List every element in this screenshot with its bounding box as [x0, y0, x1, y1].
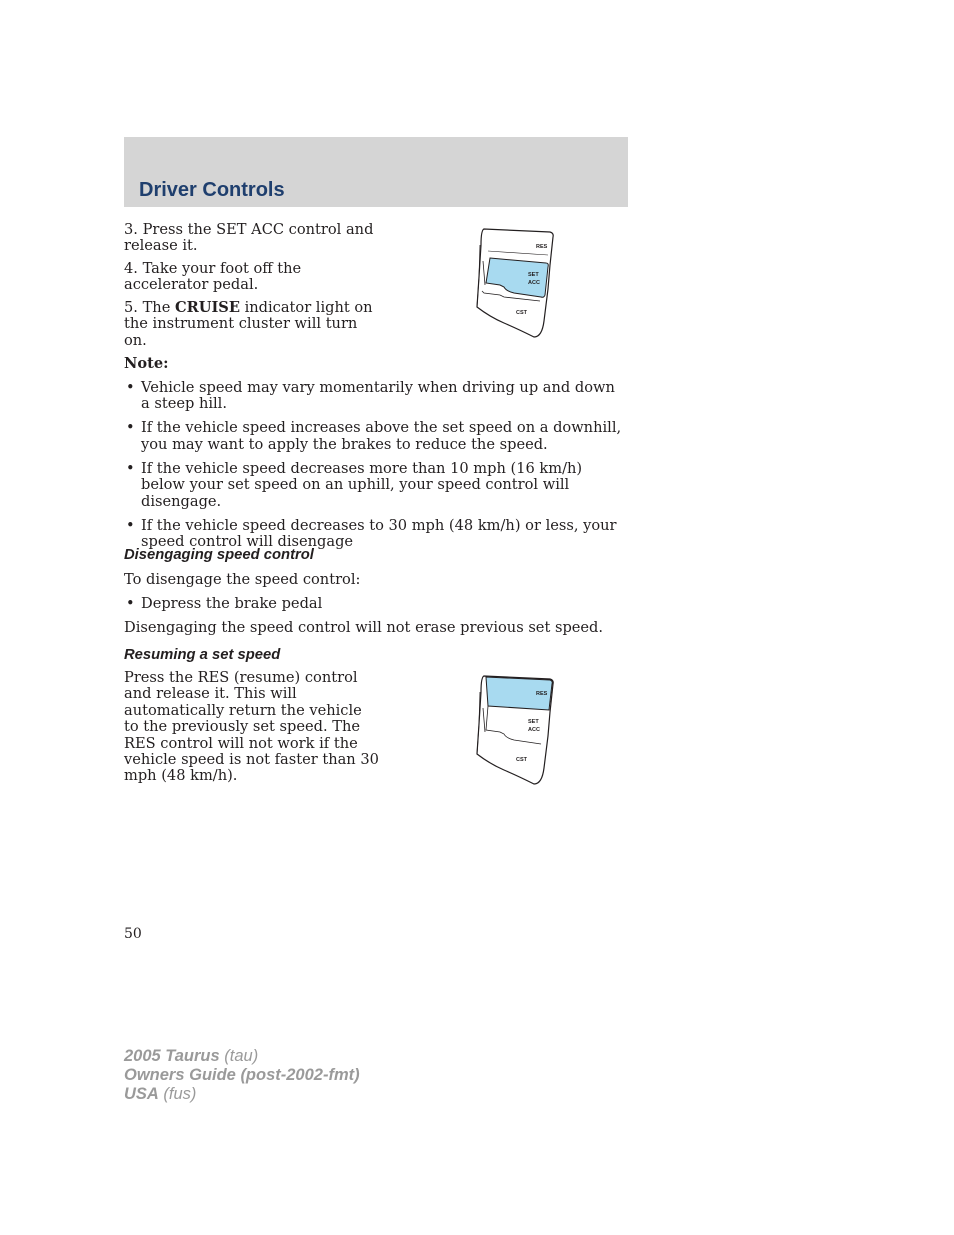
list-item	[124, 596, 624, 612]
cst-label: CST	[516, 310, 527, 316]
acc-label: ACC	[528, 280, 540, 286]
bullet-text: If the vehicle speed increases above the set speed on a downhill, you may want to apply the brakes to reduce the speed.	[141, 419, 622, 453]
resuming-heading: Resuming a set speed	[124, 647, 281, 663]
disengaging-heading: Disengaging speed control	[124, 547, 314, 563]
step-4: 4. Take your foot off the accelerator pedal.	[124, 260, 302, 294]
list-item	[124, 420, 624, 453]
list-item	[124, 461, 624, 510]
bullet-icon: •	[126, 516, 135, 534]
disengaging-bullet-list	[124, 596, 624, 620]
step-3: 3. Press the SET ACC control and release it.	[124, 221, 374, 255]
set-label: SET	[528, 719, 539, 725]
speed-control-switch-illustration-res	[470, 672, 560, 790]
step-5	[124, 300, 384, 349]
step-5-prefix: 5. The	[124, 299, 175, 316]
set-label: SET	[528, 272, 539, 278]
footer-line-1	[124, 1047, 360, 1066]
disengaging-intro: To disengage the speed control:	[124, 571, 361, 588]
disengaging-after: Disengaging the speed control will not erase previous set speed.	[124, 619, 604, 636]
note-label-text: Note:	[124, 355, 169, 372]
res-label: RES	[536, 244, 548, 250]
page-number: 50	[124, 926, 142, 942]
res-label: RES	[536, 691, 548, 697]
bullet-text: If the vehicle speed decreases more than 10 mph (16 km/h) below your set speed on an uphill, your speed control will disengage.	[141, 459, 583, 510]
speed-control-switch-illustration-set	[470, 225, 560, 343]
list-item	[124, 380, 624, 413]
bullet-icon: •	[126, 595, 135, 612]
document-footer	[124, 1047, 360, 1104]
note-bullet-list	[124, 380, 624, 558]
footer-line-3	[124, 1085, 360, 1104]
bullet-text: If the vehicle speed decreases to 30 mph (48 km/h) or less, your speed control will disengage	[141, 516, 617, 551]
footer-guide: Owners Guide (post-2002-fmt)	[124, 1066, 360, 1084]
cst-label: CST	[516, 757, 527, 763]
footer-market-code: (fus)	[158, 1085, 197, 1103]
acc-label: ACC	[528, 727, 540, 733]
resuming-text: Press the RES (resume) control and release it. This will automatically return the vehicle to the previously set speed. The RES control will not work if the vehicle speed is not faster than 30 mph (48 km/h).	[124, 669, 379, 785]
footer-line-2	[124, 1066, 360, 1085]
bullet-icon: •	[126, 379, 135, 396]
footer-market: USA	[124, 1085, 159, 1103]
footer-model: 2005 Taurus	[124, 1047, 220, 1065]
bullet-icon: •	[126, 419, 135, 437]
bullet-text: Depress the brake pedal	[141, 595, 323, 612]
note-label	[124, 356, 169, 372]
footer-model-code: (tau)	[219, 1047, 259, 1065]
section-title: Driver Controls	[139, 179, 285, 201]
bullet-icon: •	[126, 459, 135, 477]
section-header	[124, 137, 628, 207]
bullet-text: Vehicle speed may vary momentarily when driving up and down a steep hill.	[141, 379, 615, 413]
step-5-suffix: indicator light on the instrument cluster will turn on.	[124, 299, 373, 349]
cruise-label: CRUISE	[174, 299, 240, 316]
